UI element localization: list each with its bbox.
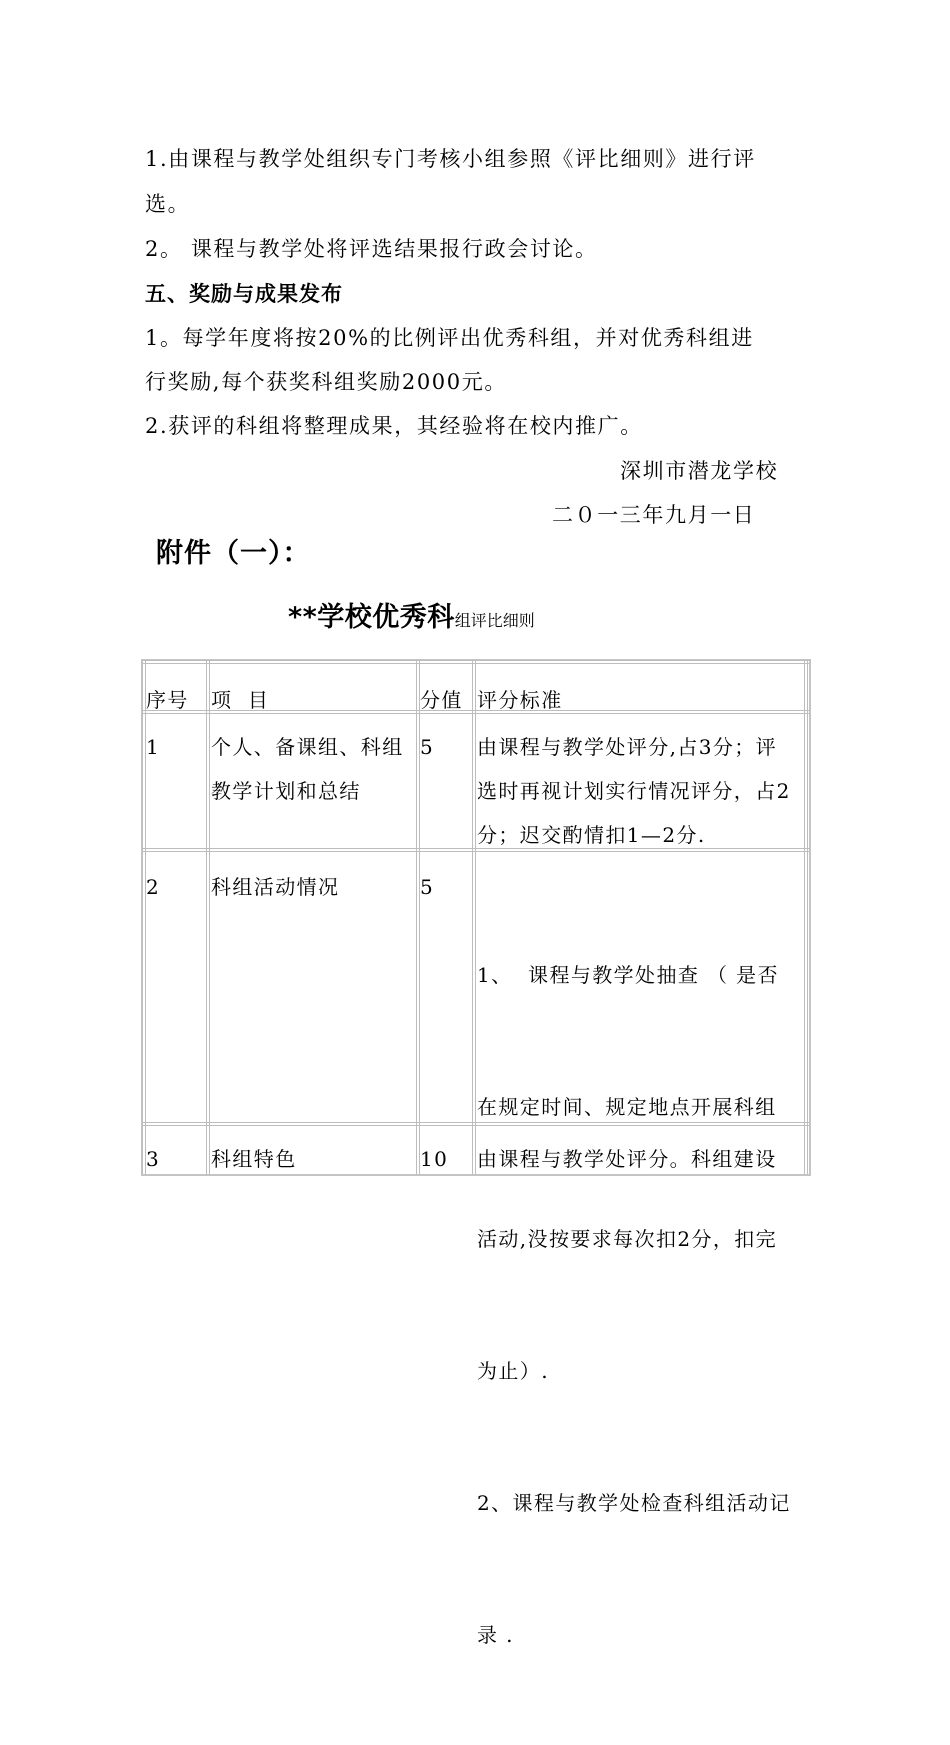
criteria-line: 活动,没按要求每次扣2分，扣完 — [477, 1227, 778, 1251]
paragraph-line: 2。 课程与教学处将评选结果报行政会讨论。 — [145, 237, 598, 261]
criteria-line: 2、课程与教学处检查科组活动记 — [477, 1491, 791, 1515]
signature-date: 二０一三年九月一日 — [552, 503, 756, 527]
criteria-line: 为止）. — [477, 1359, 549, 1383]
table-row-criteria — [477, 865, 791, 1745]
table-row-item — [211, 725, 404, 813]
table-row-criteria — [477, 725, 791, 857]
table-row-criteria — [477, 1137, 777, 1181]
table-row-no: 3 — [146, 1147, 161, 1171]
table-col-divider — [472, 661, 476, 1174]
table-header-no: 序号 — [146, 688, 189, 712]
table-row-score: 10 — [420, 1147, 449, 1171]
table-row-no: 1 — [146, 735, 161, 759]
table-row-divider — [143, 660, 809, 664]
table-row-score: 5 — [420, 735, 435, 759]
paragraph-line: 1。每学年度将按20%的比例评出优秀科组，并对优秀科组进 — [145, 326, 754, 350]
item-line: 教学计划和总结 — [211, 779, 361, 803]
criteria-line: 分；迟交酌情扣1—2分. — [477, 823, 706, 847]
item-line: 科组特色 — [211, 1147, 297, 1171]
table-header-item: 项 目 — [211, 688, 270, 712]
criteria-line: 由课程与教学处评分。科组建设 — [477, 1147, 777, 1171]
paragraph-line: 行奖励,每个获奖科组奖励2000元。 — [145, 370, 507, 394]
item-line: 科组活动情况 — [211, 875, 340, 899]
criteria-line: 由课程与教学处评分,占3分；评 — [477, 735, 778, 759]
rules-title-main: **学校优秀科 — [288, 602, 455, 633]
table-row-score: 5 — [420, 875, 435, 899]
table-col-divider — [804, 661, 808, 1174]
paragraph-line: 2.获评的科组将整理成果，其经验将在校内推广。 — [145, 414, 643, 438]
section-heading: 五、奖励与成果发布 — [145, 282, 343, 306]
signature-org: 深圳市潜龙学校 — [620, 459, 779, 483]
paragraph-line: 1.由课程与教学处组织专门考核小组参照《评比细则》进行评 — [145, 147, 756, 171]
criteria-line: 在规定时间、规定地点开展科组 — [477, 1095, 777, 1119]
criteria-line: 选时再视计划实行情况评分，占2 — [477, 779, 791, 803]
table-col-divider — [206, 661, 210, 1174]
item-line: 个人、备课组、科组 — [211, 735, 404, 759]
table-row-item — [211, 1137, 297, 1181]
table-row-no: 2 — [146, 875, 161, 899]
rules-title — [288, 602, 535, 633]
table-header-score: 分值 — [420, 688, 463, 712]
paragraph-line: 选。 — [145, 192, 191, 216]
rules-table — [141, 659, 811, 1647]
criteria-line: 录 . — [477, 1623, 514, 1647]
criteria-line: 1、 课程与教学处抽查 （ 是否 — [477, 963, 779, 987]
attachment-title: 附件（一）： — [156, 538, 311, 569]
table-header-criteria: 评分标准 — [477, 688, 563, 712]
table-row-item — [211, 865, 339, 909]
rules-title-suffix: 组评比细则 — [454, 611, 535, 630]
